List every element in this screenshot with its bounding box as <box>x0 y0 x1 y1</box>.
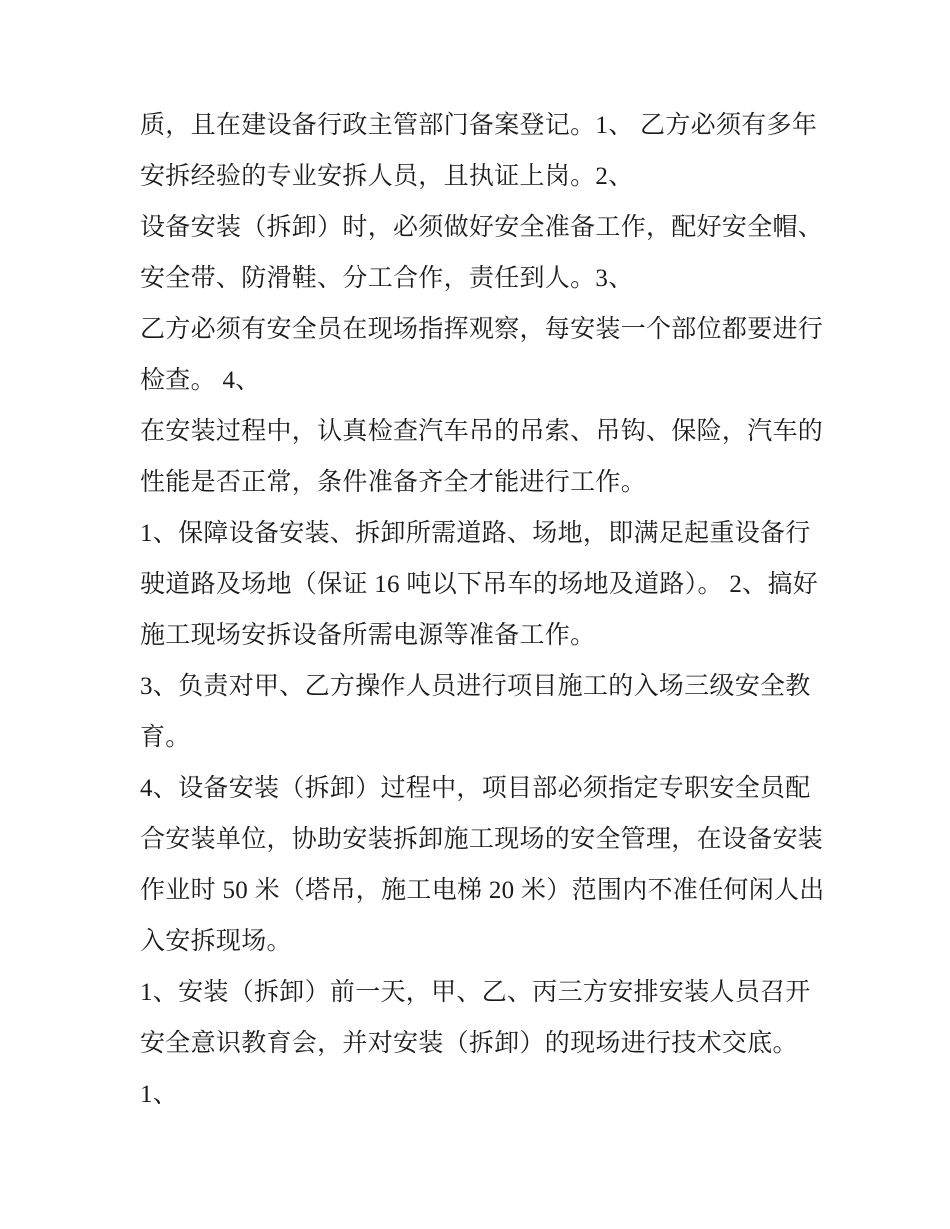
text-line: 安全意识教育会，并对安装（拆卸）的现场进行技术交底。 <box>140 1030 798 1057</box>
text-line: 在安装过程中，认真检查汽车吊的吊索、吊钩、保险，汽车的 <box>140 418 824 445</box>
text-line: 4、设备安装（拆卸）过程中，项目部必须指定专职安全员配 <box>140 775 811 802</box>
document-text-block <box>140 100 840 1120</box>
text-line: 3、负责对甲、乙方操作人员进行项目施工的入场三级安全教 <box>140 673 811 700</box>
text-line: 性能是否正常，条件准备齐全才能进行工作。 <box>140 469 647 496</box>
text-line: 作业时 50 米（塔吊，施工电梯 20 米）范围内不准任何闲人出 <box>140 877 825 904</box>
text-line: 合安装单位，协助安装拆卸施工现场的安全管理，在设备安装 <box>140 826 824 853</box>
text-line: 1、 <box>140 1081 179 1108</box>
text-line: 入安拆现场。 <box>140 928 292 955</box>
text-line: 检查。 4、 <box>140 367 261 394</box>
text-line: 安全带、防滑鞋、分工合作，责任到人。3、 <box>140 265 634 292</box>
text-line: 质，且在建设备行政主管部门备案登记。1、 乙方必须有多年 <box>140 112 818 139</box>
text-line: 安拆经验的专业安拆人员，且执证上岗。2、 <box>140 163 634 190</box>
text-line: 1、保障设备安装、拆卸所需道路、场地，即满足起重设备行 <box>140 520 811 547</box>
text-line: 施工现场安拆设备所需电源等准备工作。 <box>140 622 596 649</box>
text-line: 设备安装（拆卸）时，必须做好安全准备工作，配好安全帽、 <box>140 214 824 241</box>
text-line: 驶道路及场地（保证 16 吨以下吊车的场地及道路）。 2、搞好 <box>140 571 819 598</box>
text-line: 育。 <box>140 724 191 751</box>
text-line: 乙方必须有安全员在现场指挥观察，每安装一个部位都要进行 <box>140 316 824 343</box>
text-line: 1、安装（拆卸）前一天，甲、乙、丙三方安排安装人员召开 <box>140 979 811 1006</box>
